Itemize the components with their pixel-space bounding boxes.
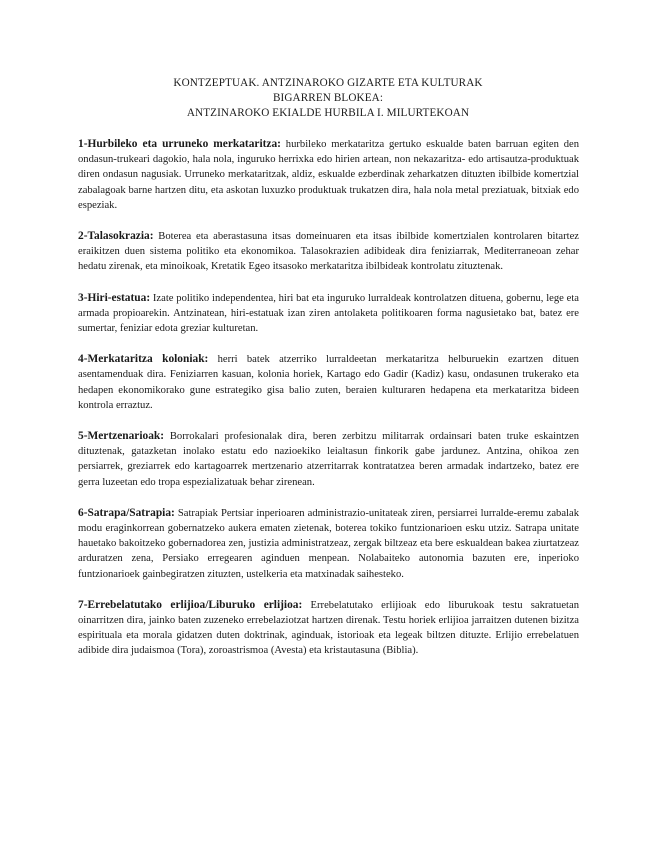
entry-term: 2-Talasokrazia: [78,230,154,243]
entry-definition: Errebelatutako erlijioak edo liburukoak testu sakratuetan oinarritzen dira, jainko baten zuzeneko errebelaziotzat hartzen direnak. Testu horiek erlijioa jarraitzen dutenen bizitza espirituala eta morala gidatzen duten doktrinak, aginduak, istorioak eta legeak biltzen dituzte. Erlijio errebelatuen adibide dira judaismoa (Tora), zoroastrismoa (Avesta) eta kristautasuna (Biblia). [78,599,579,657]
entry-definition: hurbileko merkataritza gertuko eskualde baten barruan egiten den ondasun-trukeari dagokio, hala nola, inguruko herrixka edo hirien artean, non nekazaritza- edo artisautza-produktuak diren ondasun nagusiak. Urruneko merkataritzak, aldiz, eskualde ezberdinak zeharkatzen dituzten ibilbide komertzial zabalagoak barne hartzen ditu, eta askotan luxuzko produktuak trukatzen dira, hala nola metal preziatuak, bitxiak edo espeziak. [78,139,579,211]
entry-merkataritza-koloniak [78,352,579,413]
entry-talasokrazia [78,229,579,275]
entry-merkataritza [78,137,579,213]
entry-term: 3-Hiri-estatua: [78,291,151,304]
document-body [78,137,579,675]
entry-term: 5-Mertzenarioak: [78,430,165,443]
header-subtitle: ANTZINAROKO EKIALDE HURBILA I. MILURTEKOAN [186,107,470,119]
entry-erlijioa [78,598,579,659]
document-header [78,76,578,121]
entry-definition: herri batek atzerriko lurraldeetan merkataritza helburuekin ezartzen dituen asentamenduak dira. Feniziarren kasuan, kolonia horiek, Kartago edo Gadir (Kadiz) kasu, ondasunen trukerako eta hedapen ekonomikorako gune estrategiko gisa balio zuten, beraien kulturaren hedapena eta merkataritza bideen kontrola erraztuz. [78,354,579,411]
entry-term: 4-Merkataritza koloniak: [78,353,209,366]
entry-mertzenarioak [78,429,579,490]
entry-definition: Izate politiko independentea, hiri bat eta inguruko lurraldeak kontrolatzen dituena, gobernu, lege eta armada propioarekin. Antzinatean, hiri-estatuak izan ziren antolaketa politikoaren forma nagusietako bat, batez ere sumertar, feniziar edota greziar kulturetan. [78,292,579,335]
entry-term: 6-Satrapa/Satrapia: [78,506,175,519]
entry-definition: Borrokalari profesionalak dira, beren zerbitzu militarrak ordainsari baten truke eskaintzen dituztenak, gatazketan inolako estatu edo nazioekiko leialtasun finkorik gabe jardunez. Antzina, ohikoa zen persiarrek, greziarrek edo kartagoarrek mertzenario atzerritarrak kontratatzea beren armadak indartzeko, batez ere gerra luzeetan edo tropa espezializatuak behar zirenean. [78,431,579,488]
entry-definition: Boterea eta aberastasuna itsas domeinuaren eta itsas ibilbide komertzialen kontrolaren bitartez eraikitzen duen sistema politiko eta ekonomikoa. Talasokrazien adibideak dira feniziarrak, Mediterraneoan zehar hedatu zirenak, eta minoikoak, Kretatik Egeo itsasoko merkataritza ibilbideak kontrolatu zituztenak. [78,231,579,273]
entry-satrapa [78,506,579,582]
entry-term: 1-Hurbileko eta urruneko merkataritza: [78,138,281,150]
entry-definition: Satrapiak Pertsiar inperioaren administrazio-unitateak ziren, persiarrei lurralde-eremu zabalak modu eraginkorrean gobernatzeko aukera ematen zietenak, boterea tokiko funtzionarioen esku utziz. Satrapa unitate hauetako bakoitzeko gobernadorea zen, justizia administratzeaz, zergak biltzeaz eta bere eskualdean bakea ziurtatzeaz arduratzen zena, Persiako erregearen aginduen menpean. Nolabaiteko autonomia bazuten ere, inperioko funtzionarioek gainbegiratzen zituzten, ustelkeria eta matxinadak saihesteko. [78,507,579,580]
entry-hiri-estatua [78,291,579,337]
header-title: KONTZEPTUAK. ANTZINAROKO GIZARTE ETA KULTURAK [173,77,483,89]
entry-term: 7-Errebelatutako erlijioa/Liburuko erlijioa: [78,598,303,611]
header-block: BIGARREN BLOKEA: [272,92,384,104]
